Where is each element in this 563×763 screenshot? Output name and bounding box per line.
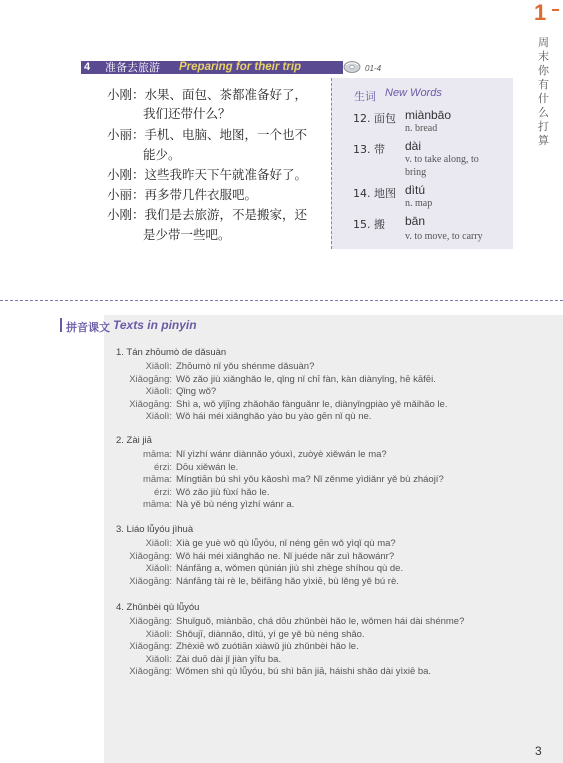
pinyin-line-text: Nánfāng tài rè le, běifāng hǎo yìxiē, bù lěng yě bú rè. <box>176 575 399 587</box>
speaker-name: Xiǎogāng: <box>129 373 172 385</box>
pinyin-text-title: 4. Zhǔnbèi qù lǚyóu <box>116 602 200 613</box>
vocab-definition: n. map <box>405 198 433 209</box>
dialogue-line: 能少。 <box>143 147 181 162</box>
pinyin-dialogue-line <box>120 576 399 587</box>
vocab-pinyin: dìtú <box>405 183 426 197</box>
cd-icon[interactable] <box>343 60 361 73</box>
speaker-name: Xiǎolì: <box>145 563 172 574</box>
pinyin-dialogue-line <box>120 449 387 460</box>
pinyin-line-text: Wǒmen shì qù lǚyóu, bú shì bān jiā, háishi shǎo dài yìxiē ba. <box>176 666 432 677</box>
pinyin-header-cn: 拼音课文 <box>66 321 110 334</box>
pinyin-dialogue-line <box>120 616 464 627</box>
speaker-name: Xiǎolì: <box>145 361 172 372</box>
pinyin-dialogue-line <box>120 399 447 410</box>
dialogue-line: 小丽：手机、电脑、地图，一个也不 <box>107 127 308 142</box>
vocab-pinyin: dài <box>405 139 422 153</box>
dialogue-line: 是少带一些吧。 <box>143 227 231 242</box>
section-title-cn: 准备去旅游 <box>105 61 160 74</box>
chapter-title: 周末你有什么打算 <box>538 36 549 147</box>
speaker-name: érzi: <box>154 486 172 498</box>
pinyin-line-text: Nà yě bù néng yìzhí wánr a. <box>176 499 295 510</box>
pinyin-text-title: 2. Zài jiā <box>116 435 152 446</box>
speaker-name: Xiǎolì: <box>145 538 172 549</box>
vocab-word: 12. 面包 <box>353 112 396 125</box>
pinyin-line-text: Dōu xiěwán le. <box>176 461 239 473</box>
dialogue-line: 小刚：水果、面包、茶都准备好了， <box>107 87 308 102</box>
pinyin-dialogue-line <box>120 654 281 665</box>
pinyin-header-rule <box>60 318 62 332</box>
pinyin-line-text: Nǐ yìzhí wánr diànnǎo yóuxì, zuòyè xiěwán le ma? <box>176 449 387 460</box>
speaker-name: Xiǎogāng: <box>129 398 172 410</box>
pinyin-dialogue-line <box>120 411 371 422</box>
pinyin-line-text: Shì a, wǒ yǐjīng zhǎohǎo fànguǎnr le, diànyǐngpiào yě mǎihǎo le. <box>176 398 448 410</box>
pinyin-header-en: Texts in pinyin <box>113 318 197 332</box>
pinyin-dialogue-line <box>120 551 394 562</box>
pinyin-dialogue-line <box>120 361 314 372</box>
pinyin-dialogue-line <box>120 641 359 652</box>
pinyin-line-text: Qǐng wǒ? <box>176 386 217 397</box>
vocab-definition: v. to take along, to bring <box>405 154 479 178</box>
speaker-name: Xiǎolì: <box>145 386 172 397</box>
pinyin-dialogue-line <box>120 499 294 510</box>
pinyin-line-text: Xià ge yuè wǒ qù lǚyóu, nǐ néng gēn wǒ yìqǐ qù ma? <box>176 538 396 549</box>
pinyin-line-text: Zhōumò nǐ yǒu shénme dǎsuàn? <box>176 361 315 372</box>
vocab-definition: n. bread <box>405 123 438 134</box>
pinyin-dialogue-line <box>120 462 238 473</box>
pinyin-line-text: Wǒ zǎo jiù xiǎnghǎo le, qǐng nǐ chī fàn, kàn diànyǐng, hē kāfēi. <box>176 373 436 385</box>
pinyin-dialogue-line <box>120 487 269 498</box>
speaker-name: Xiǎolì: <box>145 628 172 640</box>
vocab-word: 15. 搬 <box>353 218 385 231</box>
pinyin-line-text: Shǒujī, diànnǎo, dìtú, yí ge yě bù néng shǎo. <box>176 628 365 640</box>
pinyin-dialogue-line <box>120 474 444 485</box>
pinyin-dialogue-line <box>120 374 436 385</box>
vocab-definition: v. to move, to carry <box>405 231 483 242</box>
pinyin-dialogue-line <box>120 563 403 574</box>
pinyin-line-text: Míngtiān bú shì yǒu kǎoshì ma? Nǐ zěnme yìdiǎnr yě bù zháojí? <box>176 474 444 485</box>
pinyin-dialogue-line <box>120 538 396 549</box>
vocab-pinyin: bān <box>405 214 426 228</box>
section-number: 4 <box>84 61 91 73</box>
vocab-pinyin: miànbāo <box>405 108 452 122</box>
dashed-divider <box>0 300 563 301</box>
speaker-name: Xiǎolì: <box>145 653 172 665</box>
pinyin-line-text: Wǒ zǎo jiù fùxí hǎo le. <box>176 486 270 498</box>
speaker-name: Xiǎogāng: <box>129 666 172 677</box>
pinyin-line-text: Wǒ hái méi xiǎnghǎo ne. Nǐ juéde nǎr zuì hǎowánr? <box>176 550 395 562</box>
pinyin-text-title: 1. Tán zhōumò de dǎsuàn <box>116 347 227 358</box>
pinyin-text-title: 3. Liáo lǚyóu jìhuà <box>116 524 194 535</box>
pinyin-line-text: Shuǐguǒ, miànbāo, chá dōu zhǔnbèi hǎo le, wǒmen hái dài shénme? <box>176 616 465 627</box>
dialogue-line: 我们还带什么？ <box>143 106 231 121</box>
pinyin-dialogue-line <box>120 666 431 677</box>
dialogue-line: 小刚：这些我昨天下午就准备好了。 <box>107 167 308 182</box>
audio-track-number: 01-4 <box>365 64 382 73</box>
vocab-title-en: New Words <box>385 87 442 99</box>
speaker-name: māma: <box>142 474 172 485</box>
speaker-name: māma: <box>142 499 172 510</box>
pinyin-line-text: Wǒ hái méi xiǎnghǎo yào bu yào gēn nǐ qù ne. <box>176 411 372 422</box>
speaker-name: Xiǎogāng: <box>129 575 172 587</box>
dialogue-line: 小刚：我们是去旅游，不是搬家，还 <box>107 207 308 222</box>
vocab-word: 14. 地图 <box>353 187 396 200</box>
chapter-number: 1 <box>534 0 547 25</box>
section-title-en: Preparing for their trip <box>179 61 302 73</box>
pinyin-line-text: Zhèxiē wǒ zuótiān xiàwǔ jiù zhǔnbèi hǎo le. <box>176 641 359 652</box>
vocab-title: 生词 <box>354 90 376 103</box>
pinyin-line-text: Zài duō dài jǐ jiàn yīfu ba. <box>176 653 282 665</box>
pinyin-dialogue-line <box>120 386 216 397</box>
pinyin-dialogue-line <box>120 629 365 640</box>
vocab-word: 13. 带 <box>353 143 385 156</box>
speaker-name: érzi: <box>154 461 172 473</box>
dialogue-line: 小丽：再多带几件衣服吧。 <box>107 187 258 202</box>
pinyin-line-text: Nánfāng a, wǒmen qùnián jiù shì zhège shíhou qù de. <box>176 563 404 574</box>
chapter-dash <box>552 9 559 11</box>
page-number: 3 <box>535 744 542 758</box>
speaker-name: Xiǎogāng: <box>129 616 172 627</box>
speaker-name: Xiǎolì: <box>145 411 172 422</box>
speaker-name: māma: <box>142 449 172 460</box>
speaker-name: Xiǎogāng: <box>129 550 172 562</box>
speaker-name: Xiǎogāng: <box>129 641 172 652</box>
